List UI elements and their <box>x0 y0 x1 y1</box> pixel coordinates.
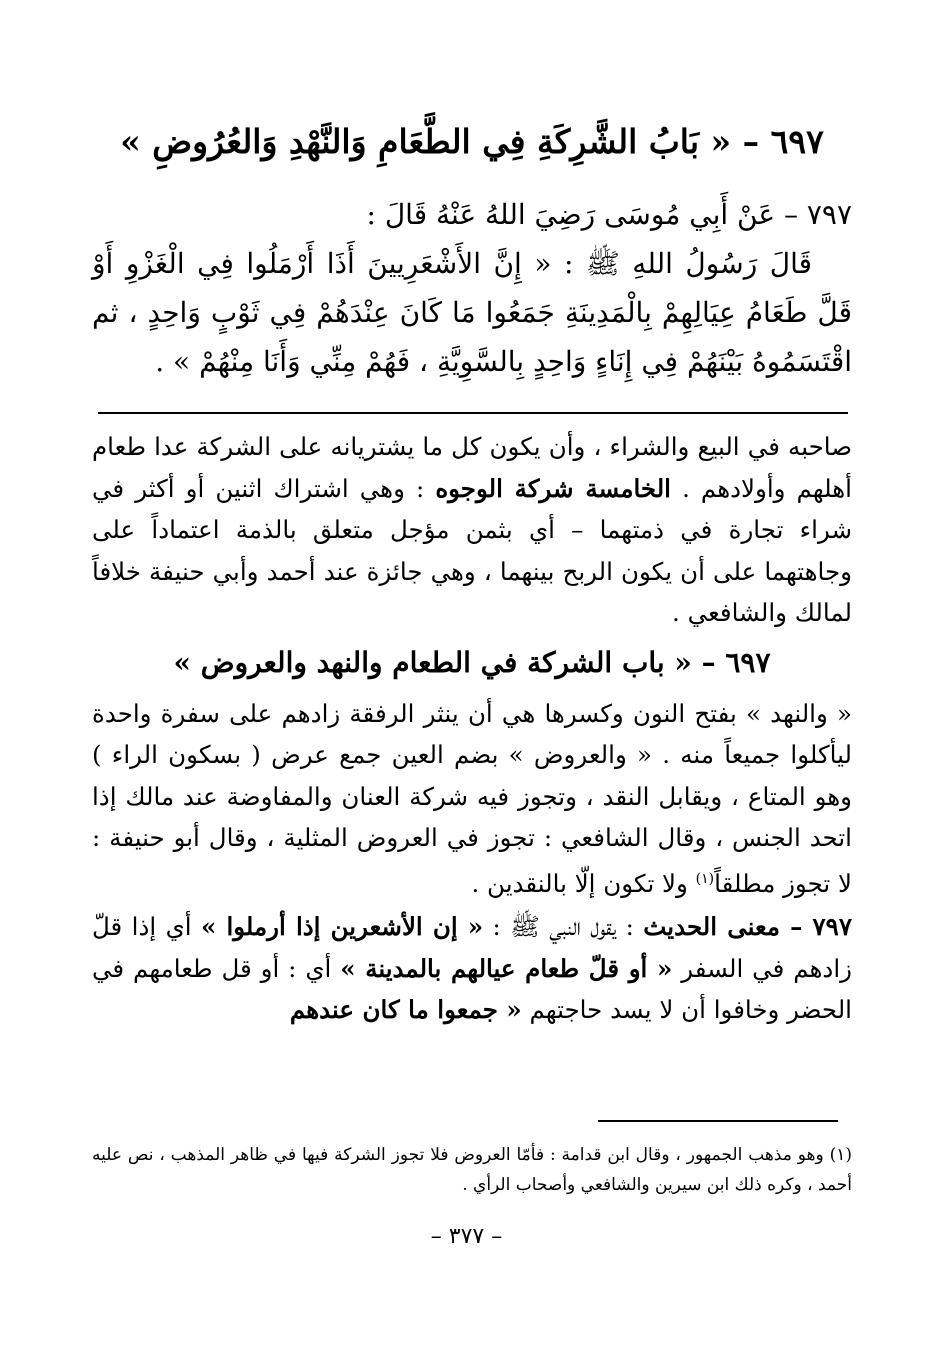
hadith-text: قَالَ رَسُولُ اللهِ ﷺ : « إِنَّ الأَشْعَرِيينَ أَذَا أَرْمَلُوا فِي الْغَزْوِ أَوْ قَلَّ طَعَامُ عِيَالِهِمْ بِالْمَدِينَةِ جَمَعُوا مَا كَانَ عِنْدَهُمْ فِي ثَوْبٍ وَاحِدٍ ، ثم اقْتَسَمُوهُ بَيْنَهُمْ فِي إِنَاءٍ وَاحِدٍ بِالسَّوِيَّةِ ، فَهُمْ مِنِّي وَأَنَا مِنْهُمْ » . <box>92 247 852 378</box>
previous-text-bold-label: الخامسة شركة الوجوه <box>435 473 671 503</box>
meaning-text-1: : يقول النبي ﷺ : <box>492 912 634 942</box>
meaning-text-3: أي : أو قل طعامهم في الحضر وخافوا أن لا يسد حاجتهم <box>92 953 852 1025</box>
page-number: – ٣٧٧ – <box>430 1224 503 1249</box>
previous-text-part2: : وهي اشتراك اثنين أو أكثر في شراء تجارة في ذمتهما – أي بثمن مؤجل متعلق بالذمة اعتماداً على وجاهتهما على أن يكون الربح بينهما ، وهي جائزة عند أحمد وأبي حنيفة خلافاً لمالك والشافعي . <box>92 473 852 627</box>
footnote-marker: (١) <box>695 870 715 887</box>
meaning-quote-3: « جمعوا ما كان عندهم <box>289 995 522 1025</box>
meaning-paragraph <box>92 906 852 1031</box>
footnote-divider <box>598 1120 838 1122</box>
meaning-text-2: أي إذا قلّ زادهم في السفر <box>92 912 852 983</box>
meaning-label: ٧٩٧ – معنى الحديث <box>643 912 852 942</box>
previous-text-part1: صاحبه في البيع والشراء ، وأن يكون كل ما يشتريانه على الشركة عدا طعام أهلهم وأولادهم . <box>92 432 852 503</box>
section-divider <box>98 412 848 414</box>
commentary-section-heading: ٦٩٧ – « باب الشركة في الطعام والنهد والعروض » <box>173 645 771 679</box>
hadith-opening: ٧٩٧ – عَنْ أَبِي مُوسَى رَضِيَ اللهُ عَنْهُ قَالَ : <box>366 198 852 231</box>
footnote-block <box>92 1140 852 1200</box>
definitions-paragraph <box>92 693 852 905</box>
definitions-text: « والنهد » بفتح النون وكسرها هي أن ينثر الرفقة زادهم على سفرة واحدة ليأكلوا جميعاً منه . « والعروض » بضم العين جمع عرض ( بسكون الراء ) وهو المتاع ، ويقابل النقد ، وتجوز فيه شركة العنان والمفاوضة عند مالك إذا اتحد الجنس ، وقال الشافعي : تجوز في العروض المثلية ، وقال أبو حنيفة : لا تجوز مطلقاً <box>92 698 852 898</box>
meaning-quote-2: « أو قلّ طعام عيالهم بالمدينة » <box>340 953 673 983</box>
previous-text-paragraph <box>92 426 852 634</box>
definitions-end: ولا تكون إلّا بالنقدين . <box>471 868 688 898</box>
footnote-text: (١) وهو مذهب الجمهور ، وقال ابن قدامة : فأمّا العروض فلا تجوز الشركة فيها في ظاهر المذهب ، نص عليه أحمد ، وكره ذلك ابن سيرين والشافعي وأصحاب الرأي . <box>92 1145 852 1195</box>
commentary-block <box>92 426 852 1031</box>
meaning-quote-1: « إن الأشعرين إذا أرملوا » <box>201 912 484 942</box>
hadith-block <box>92 190 852 386</box>
chapter-heading: ٦٩٧ – « بَابُ الشَّرِكَةِ فِي الطَّعَامِ وَالنَّهْدِ وَالعُرُوضِ » <box>120 122 824 161</box>
